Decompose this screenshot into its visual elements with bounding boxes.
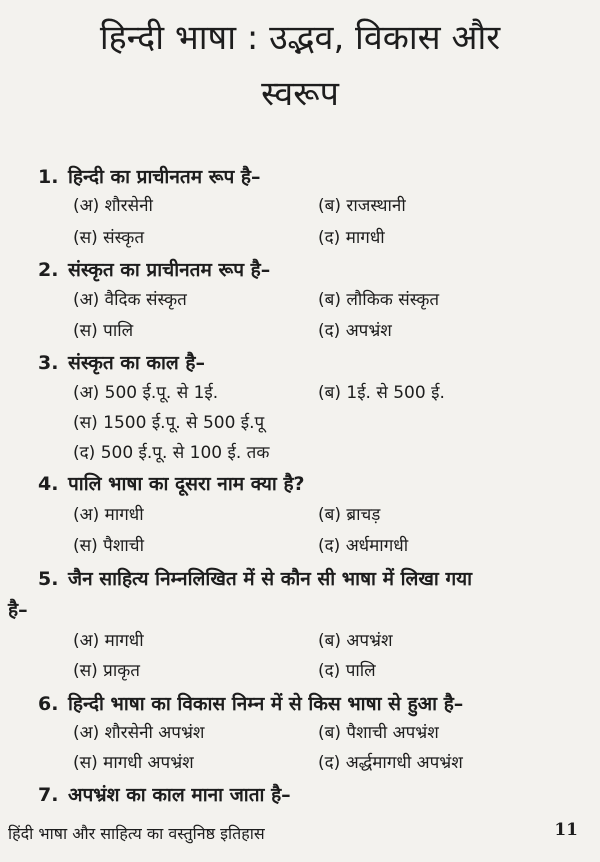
chapter-title-line-2: स्वरूप <box>261 74 339 114</box>
question-number: 5. <box>38 568 59 590</box>
option-c: (स) पालि <box>73 321 134 341</box>
option-c: (स) प्राकृत <box>73 661 140 681</box>
option-b: (ब) अपभ्रंश <box>318 631 393 651</box>
question-5-continuation: है– <box>8 599 28 621</box>
option-a: (अ) मागधी <box>73 631 144 651</box>
question-number: 4. <box>38 473 59 495</box>
option-b: (ब) ब्राचड़ <box>318 505 381 525</box>
option-a: (अ) 500 ई.पू. से 1ई. <box>73 383 219 403</box>
option-c: (स) 1500 ई.पू. से 500 ई.पू <box>73 413 265 433</box>
question-number: 3. <box>38 352 59 374</box>
option-a: (अ) शौरसेनी <box>73 196 153 216</box>
option-d: (द) पालि <box>318 661 376 681</box>
question-text: पालि भाषा का दूसरा नाम क्या है? <box>68 473 305 495</box>
option-a: (अ) मागधी <box>73 505 144 525</box>
question-text: अपभ्रंश का काल माना जाता है– <box>68 784 291 806</box>
option-d: (द) अर्धमागधी <box>318 536 409 556</box>
option-c: (स) मागधी अपभ्रंश <box>73 753 194 773</box>
question-number: 6. <box>38 693 59 715</box>
chapter-title-line-1: हिन्दी भाषा : उद्भव, विकास और <box>99 18 501 58</box>
question-7 <box>38 781 291 807</box>
question-2 <box>38 256 270 282</box>
option-d: (द) अपभ्रंश <box>318 321 392 341</box>
question-text: संस्कृत का प्राचीनतम रूप है– <box>68 259 271 281</box>
question-text: संस्कृत का काल है– <box>68 352 205 374</box>
option-d: (द) मागधी <box>318 228 385 248</box>
question-4 <box>38 470 305 496</box>
option-b: (ब) 1ई. से 500 ई. <box>318 383 445 403</box>
option-a: (अ) वैदिक संस्कृत <box>73 290 187 310</box>
option-b: (ब) लौकिक संस्कृत <box>318 290 440 310</box>
question-number: 1. <box>38 166 59 188</box>
question-text: हिन्दी भाषा का विकास निम्न में से किस भाषा से हुआ है– <box>68 693 464 715</box>
option-b: (ब) पैशाची अपभ्रंश <box>318 723 439 743</box>
question-5 <box>38 565 472 591</box>
chapter-title <box>30 10 570 122</box>
option-a: (अ) शौरसेनी अपभ्रंश <box>73 723 205 743</box>
question-text: जैन साहित्य निम्नलिखित में से कौन सी भाषा में लिखा गया <box>68 568 473 590</box>
question-1 <box>38 163 260 189</box>
question-6 <box>38 690 463 716</box>
question-number: 2. <box>38 259 59 281</box>
option-d: (द) अर्द्धमागधी अपभ्रंश <box>318 753 463 773</box>
option-c: (स) संस्कृत <box>73 228 145 248</box>
page-number: 11 <box>554 820 578 840</box>
option-d: (द) 500 ई.पू. से 100 ई. तक <box>73 443 270 463</box>
option-c: (स) पैशाची <box>73 536 144 556</box>
question-text: हिन्दी का प्राचीनतम रूप है– <box>68 166 261 188</box>
option-b: (ब) राजस्थानी <box>318 196 406 216</box>
book-title-footer: हिंदी भाषा और साहित्य का वस्तुनिष्ठ इतिहास <box>8 824 265 843</box>
question-3 <box>38 349 205 375</box>
question-number: 7. <box>38 784 59 806</box>
